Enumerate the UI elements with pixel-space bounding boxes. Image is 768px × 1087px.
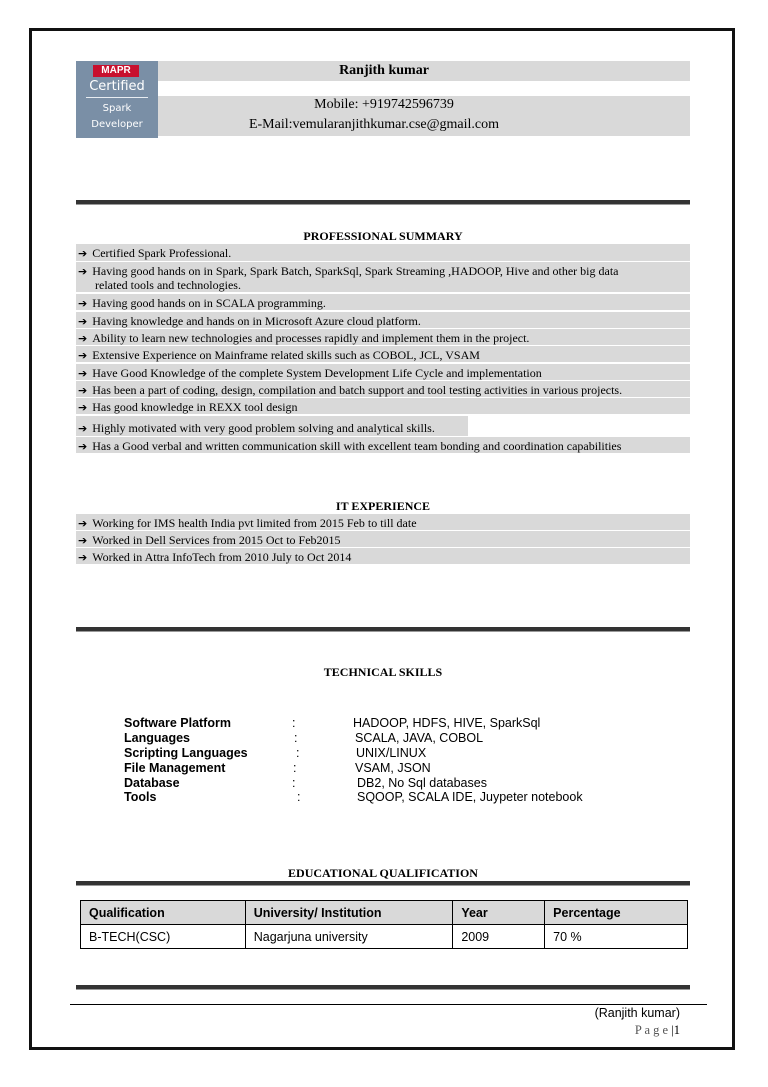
experience-item: ➔ Worked in Attra InfoTech from 2010 July to Oct 2014 [78,550,352,564]
arrow-right-icon: ➔ [78,517,88,530]
skill-label: Database [124,776,180,790]
certification-badge [76,61,158,138]
column-header: Year [453,901,545,925]
education-table [80,900,688,949]
skill-separator: : [296,746,300,760]
arrow-right-icon: ➔ [78,401,88,414]
arrow-right-icon: ➔ [78,265,88,278]
table-cell: 70 % [545,925,688,949]
summary-item: ➔ Has a Good verbal and written communication skill with excellent team bonding and coordination capabilities [78,439,622,453]
skill-separator: : [292,776,296,790]
arrow-right-icon: ➔ [78,297,88,310]
skill-separator: : [294,731,298,745]
table-cell: B-TECH(CSC) [81,925,246,949]
skill-value: HADOOP, HDFS, HIVE, SparkSql [353,716,541,730]
arrow-right-icon: ➔ [78,422,88,435]
skill-label: File Management [124,761,226,775]
summary-item: ➔ Has been a part of coding, design, compilation and batch support and tool testing activities in various projects. [78,383,623,397]
education-title: EDUCATIONAL QUALIFICATION [288,866,478,880]
table-cell: Nagarjuna university [245,925,453,949]
table-row [81,925,688,949]
arrow-right-icon: ➔ [78,440,88,453]
summary-item: ➔ Having good hands on in Spark, Spark Batch, SparkSql, Spark Streaming ,HADOOP, Hive and other big data [78,264,619,278]
section-rule [76,200,690,205]
summary-item: ➔ Extensive Experience on Mainframe related skills such as COBOL, JCL, VSAM [78,348,480,362]
experience-item: ➔ Working for IMS health India pvt limited from 2015 Feb to till date [78,516,417,530]
column-header: Percentage [545,901,688,925]
candidate-mobile: Mobile: +919742596739 [314,97,454,112]
summary-item-continued: related tools and technologies. [95,278,241,292]
mapr-logo: MAPR [93,65,139,77]
table-header-row [81,901,688,925]
arrow-right-icon: ➔ [78,551,88,564]
summary-item: ➔ Ability to learn new technologies and processes rapidly and implement them in the project. [78,331,530,345]
table-cell: 2009 [453,925,545,949]
arrow-right-icon: ➔ [78,332,88,345]
experience-title: IT EXPERIENCE [335,499,431,513]
skill-label: Scripting Languages [124,746,248,760]
summary-item: ➔ Having knowledge and hands on in Microsoft Azure cloud platform. [78,314,421,328]
footer-line [70,1004,707,1005]
column-header: Qualification [81,901,246,925]
skills-title: TECHNICAL SKILLS [323,665,443,679]
skill-separator: : [297,790,301,804]
column-header: University/ Institution [245,901,453,925]
summary-item: ➔ Have Good Knowledge of the complete System Development Life Cycle and implementation [78,366,542,380]
arrow-right-icon: ➔ [78,534,88,547]
summary-item: ➔ Has good knowledge in REXX tool design [78,400,298,414]
page-number: P a g e |1 [634,1023,680,1037]
arrow-right-icon: ➔ [78,384,88,397]
skill-value: DB2, No Sql databases [357,776,487,790]
candidate-name: Ranjith kumar [339,63,429,78]
badge-certified-text: Certified [89,79,145,94]
section-rule [76,627,690,632]
badge-spark-text: Spark [102,103,132,114]
arrow-right-icon: ➔ [78,247,88,260]
skill-separator: : [292,716,296,730]
page-label: P a g e [634,1023,669,1037]
skill-value: SQOOP, SCALA IDE, Juypeter notebook [357,790,583,804]
skill-value: VSAM, JSON [355,761,431,775]
summary-title: PROFESSIONAL SUMMARY [303,229,463,243]
skill-label: Languages [124,731,190,745]
skill-label: Software Platform [124,716,231,730]
experience-item: ➔ Worked in Dell Services from 2015 Oct to Feb2015 [78,533,341,547]
summary-item: ➔ Certified Spark Professional. [78,246,232,260]
skill-separator: : [293,761,297,775]
summary-item: ➔ Having good hands on in SCALA programming. [78,296,326,310]
summary-item: ➔ Highly motivated with very good problem solving and analytical skills. [78,421,435,435]
badge-developer-text: Developer [91,119,143,130]
footer-name: (Ranjith kumar) [594,1006,680,1020]
section-rule [76,985,690,990]
candidate-email: E-Mail:vemularanjithkumar.cse@gmail.com [248,117,500,132]
section-rule [76,881,690,886]
skill-value: UNIX/LINUX [356,746,427,760]
arrow-right-icon: ➔ [78,367,88,380]
badge-divider [86,97,148,98]
arrow-right-icon: ➔ [78,349,88,362]
arrow-right-icon: ➔ [78,315,88,328]
skill-label: Tools [124,790,157,804]
skill-value: SCALA, JAVA, COBOL [355,731,484,745]
